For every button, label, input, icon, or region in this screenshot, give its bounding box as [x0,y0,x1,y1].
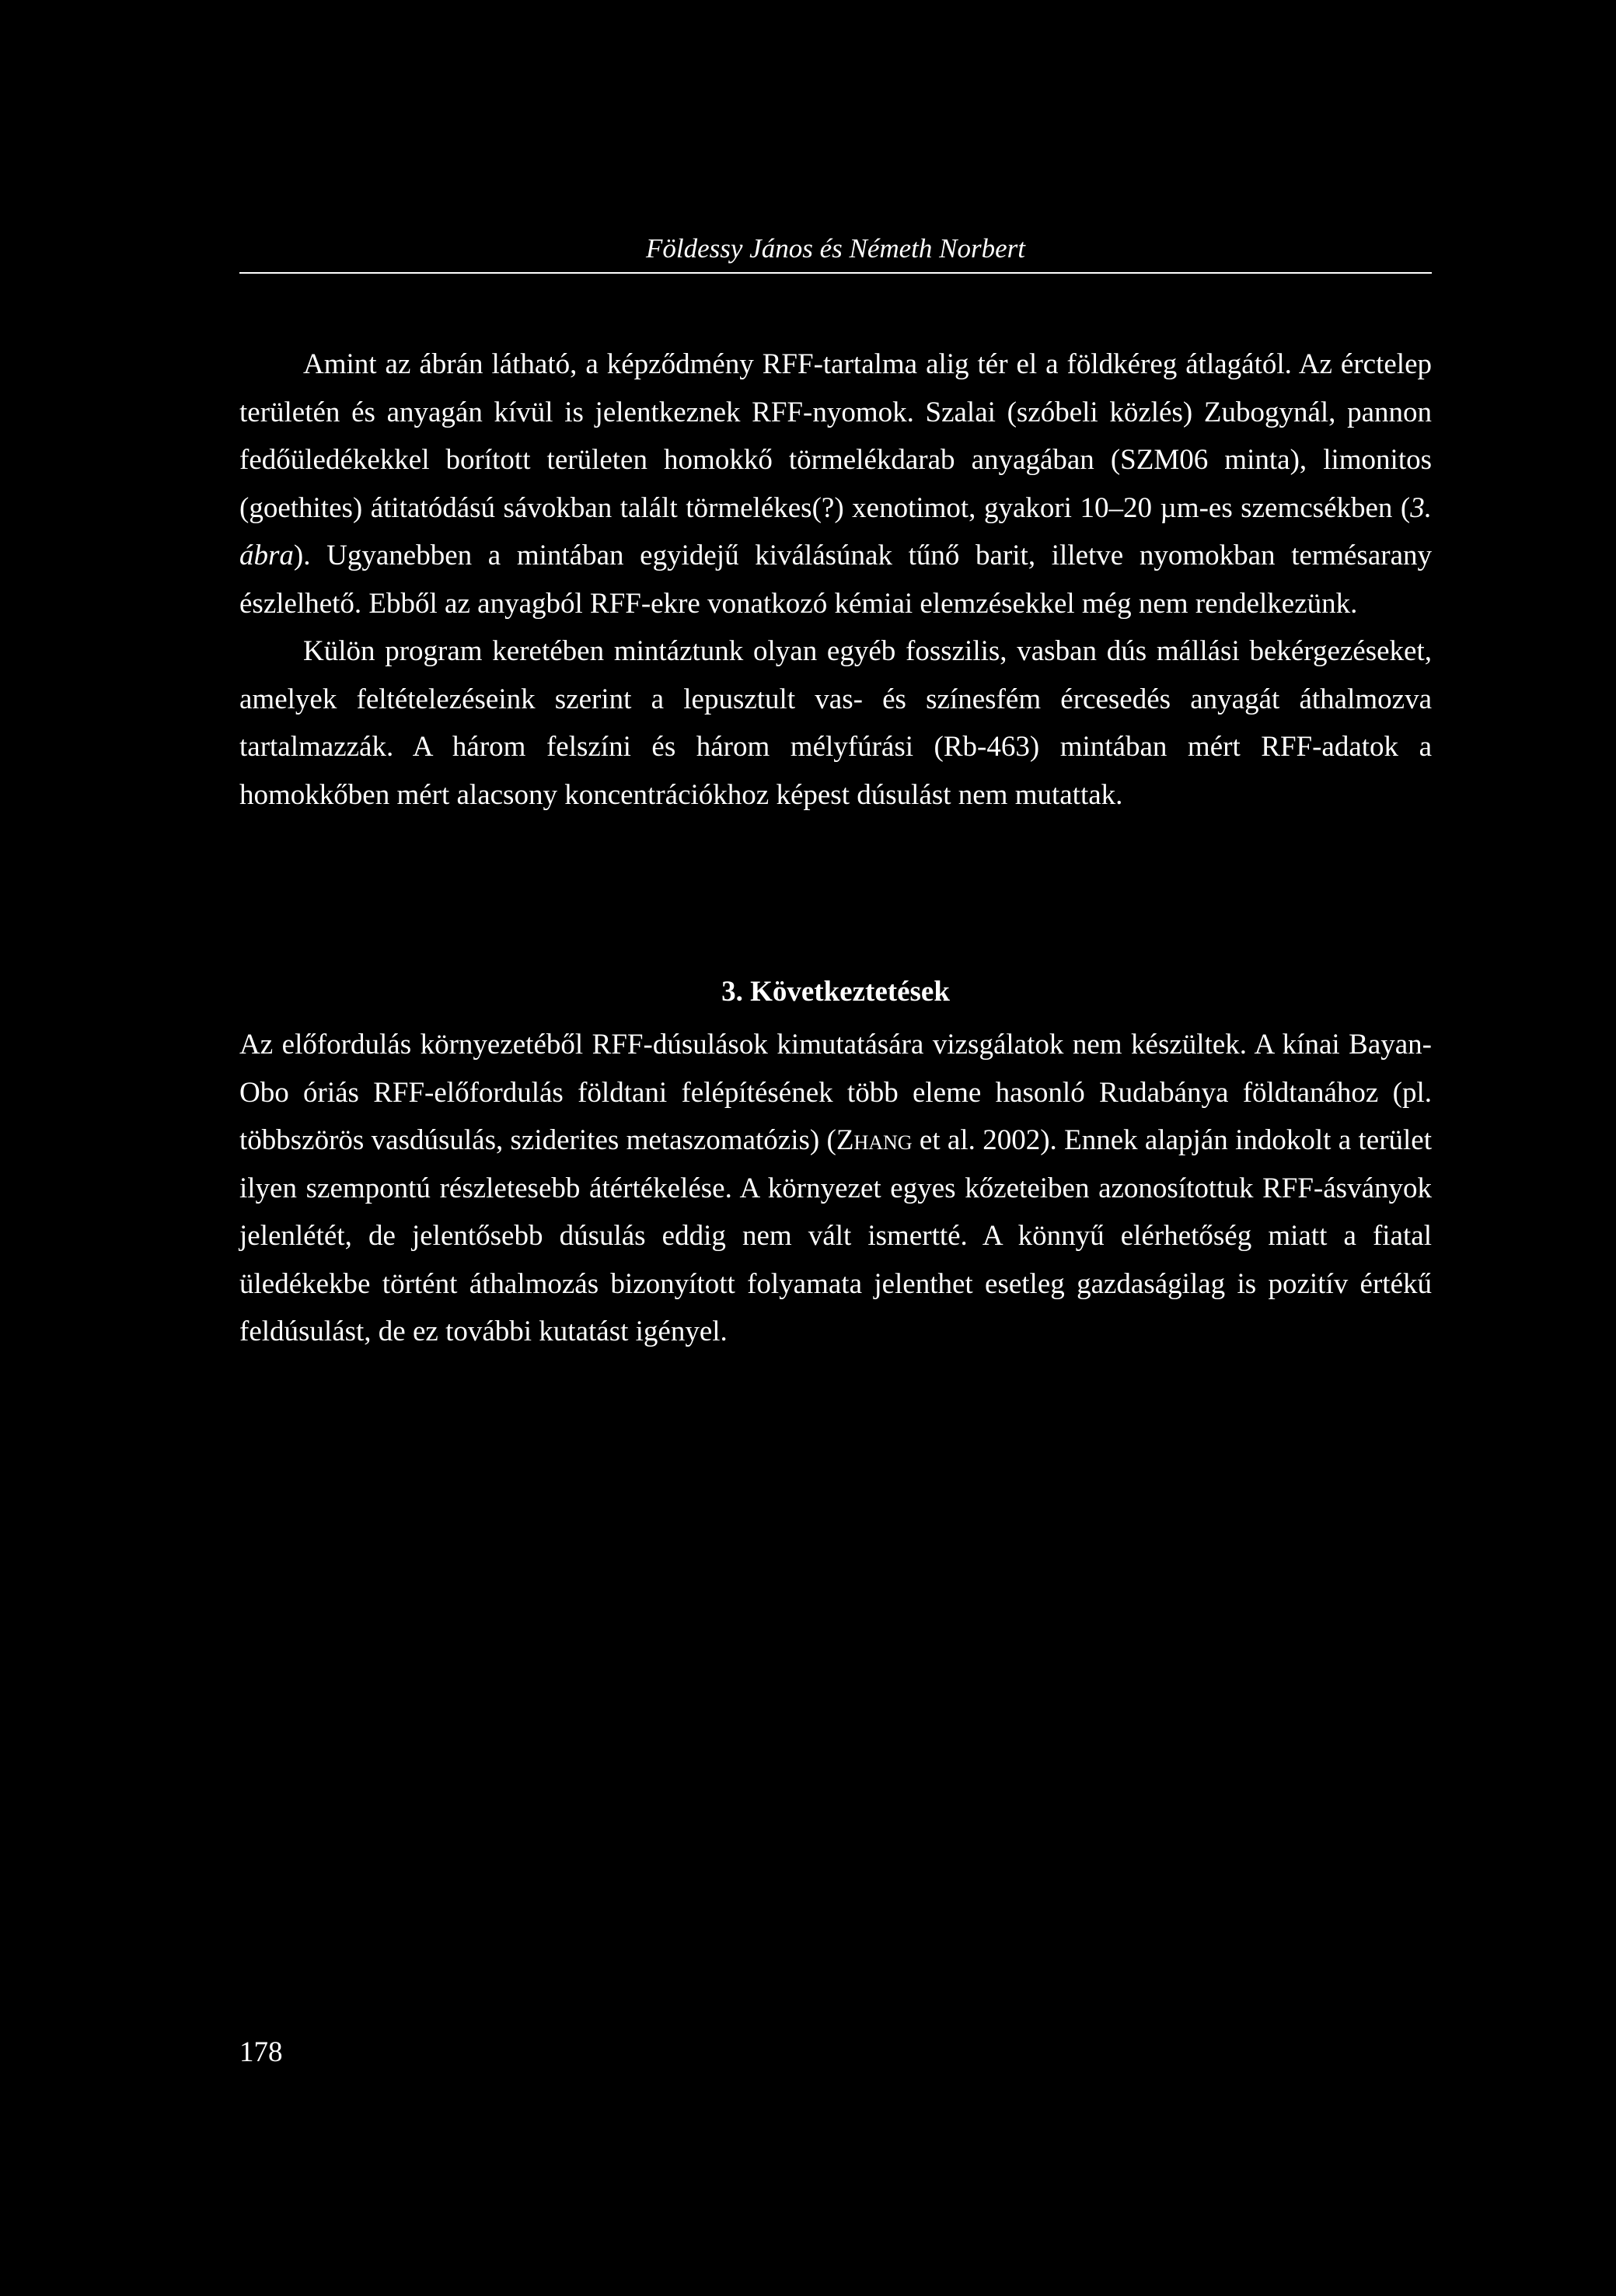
author-citation: Zhang [836,1124,913,1156]
paragraph-2: Külön program keretében mintáztunk olyan egyéb fosszilis, vasban dús mállási bekérgezéseket, amelyek feltételezéseink szerint a lepusztult vas- és színesfém ércesedés anyagát áthalmozva tartalmazzák. A három felszíni és három mélyfúrási (Rb-463) mintában mért RFF-adatok a homokkőben mért alacsony koncentrációkhoz képest dúsulást nem mutattak. [239,635,1432,811]
paragraph-1-text-a: Amint az ábrán látható, a képződmény RFF-tartalma alig tér el a földkéreg átlagától. Az érctelep területén és anyagán kívül is jelentkeznek RFF-nyomok. Szalai (szóbeli közlés) Zubogynál, pannon fedőüledékekkel borított területen homokkő törmelékdarab anyagában (SZM06 minta), limonitos (goethites) átitatódású sávokban talált törmelékes(?) xenotimot, gyakori 10–20 µm-es szemcsékben ( [239,348,1432,524]
conclusions-paragraph [239,1021,1432,1356]
body-text-upper [239,341,1432,819]
paragraph-1 [239,341,1432,627]
conclusions-text-a: Az előfordulás környezetéből RFF-dúsulások kimutatására vizsgálatok nem készültek. A kínai Bayan-Obo óriás RFF-előfordulás földtani felépítésének több eleme hasonló Rudabánya földtanához (pl. többszörös vasdúsulás, sziderites metaszomatózis) ( [239,1029,1432,1156]
header-rule [239,272,1432,274]
figure-reference: 3. ábra [239,491,1432,571]
body-text-conclusions [239,1021,1432,1356]
conclusions-text-b: et al. 2002). Ennek alapján indokolt a terület ilyen szempontú részletesebb átértékelése. A környezet egyes kőzeteiben azonosítottuk RFF-ásványok jelenlétét, de jelentősebb dúsulás eddig nem vált ismertté. A könnyű elérhetőség miatt a fiatal üledékekbe történt áthalmozás bizonyított folyamata jelenthet esetleg gazdaságilag is pozitív értékű feldúsulást, de ez további kutatást igényel. [239,1124,1432,1347]
page-number: 178 [239,2036,283,2068]
running-header: Földessy János és Németh Norbert [646,233,1025,264]
section-heading: 3. Következtetések [721,976,950,1008]
paragraph-1-text-b: ). Ugyanebben a mintában egyidejű kiválásúnak tűnő barit, illetve nyomokban termésarany észlelhető. Ebből az anyagból RFF-ekre vonatkozó kémiai elemzésekkel még nem rendelkezünk. [239,540,1432,620]
